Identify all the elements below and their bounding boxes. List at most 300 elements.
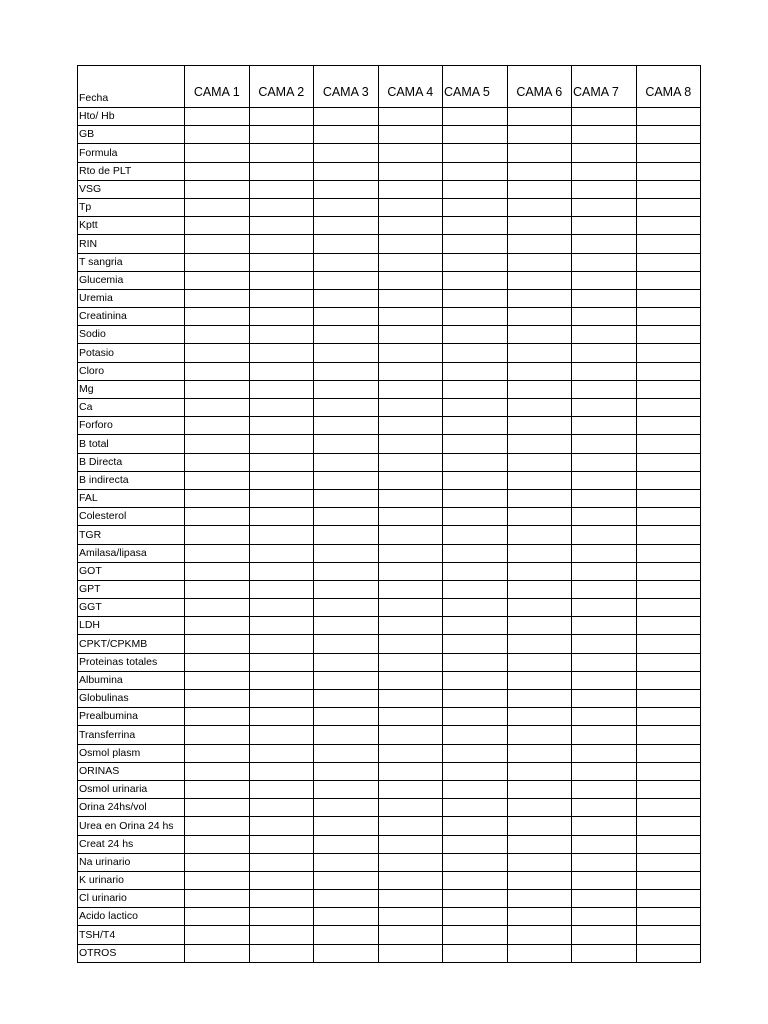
result-cell-bed-7[interactable] (572, 799, 637, 817)
result-cell-bed-4[interactable] (378, 562, 443, 580)
result-cell-bed-3[interactable] (314, 453, 379, 471)
result-cell-bed-3[interactable] (314, 744, 379, 762)
result-cell-bed-6[interactable] (507, 326, 572, 344)
result-cell-bed-1[interactable] (185, 308, 250, 326)
result-cell-bed-8[interactable] (636, 198, 701, 216)
result-cell-bed-5[interactable] (443, 853, 508, 871)
result-cell-bed-3[interactable] (314, 326, 379, 344)
result-cell-bed-6[interactable] (507, 653, 572, 671)
result-cell-bed-4[interactable] (378, 399, 443, 417)
result-cell-bed-4[interactable] (378, 144, 443, 162)
result-cell-bed-2[interactable] (249, 271, 314, 289)
result-cell-bed-5[interactable] (443, 762, 508, 780)
result-cell-bed-8[interactable] (636, 653, 701, 671)
result-cell-bed-6[interactable] (507, 144, 572, 162)
result-cell-bed-4[interactable] (378, 489, 443, 507)
result-cell-bed-5[interactable] (443, 162, 508, 180)
result-cell-bed-2[interactable] (249, 908, 314, 926)
result-cell-bed-2[interactable] (249, 289, 314, 307)
result-cell-bed-7[interactable] (572, 926, 637, 944)
result-cell-bed-8[interactable] (636, 289, 701, 307)
result-cell-bed-7[interactable] (572, 144, 637, 162)
result-cell-bed-3[interactable] (314, 180, 379, 198)
result-cell-bed-3[interactable] (314, 253, 379, 271)
result-cell-bed-1[interactable] (185, 380, 250, 398)
result-cell-bed-4[interactable] (378, 817, 443, 835)
result-cell-bed-7[interactable] (572, 308, 637, 326)
result-cell-bed-3[interactable] (314, 708, 379, 726)
result-cell-bed-1[interactable] (185, 417, 250, 435)
result-cell-bed-4[interactable] (378, 580, 443, 598)
result-cell-bed-8[interactable] (636, 253, 701, 271)
result-cell-bed-3[interactable] (314, 417, 379, 435)
result-cell-bed-7[interactable] (572, 690, 637, 708)
result-cell-bed-1[interactable] (185, 562, 250, 580)
result-cell-bed-8[interactable] (636, 853, 701, 871)
result-cell-bed-8[interactable] (636, 126, 701, 144)
result-cell-bed-4[interactable] (378, 726, 443, 744)
result-cell-bed-4[interactable] (378, 417, 443, 435)
result-cell-bed-8[interactable] (636, 526, 701, 544)
result-cell-bed-3[interactable] (314, 289, 379, 307)
result-cell-bed-8[interactable] (636, 399, 701, 417)
result-cell-bed-5[interactable] (443, 671, 508, 689)
result-cell-bed-2[interactable] (249, 526, 314, 544)
result-cell-bed-3[interactable] (314, 690, 379, 708)
result-cell-bed-6[interactable] (507, 435, 572, 453)
result-cell-bed-8[interactable] (636, 271, 701, 289)
result-cell-bed-7[interactable] (572, 453, 637, 471)
result-cell-bed-7[interactable] (572, 744, 637, 762)
result-cell-bed-4[interactable] (378, 289, 443, 307)
result-cell-bed-1[interactable] (185, 271, 250, 289)
result-cell-bed-4[interactable] (378, 217, 443, 235)
result-cell-bed-8[interactable] (636, 835, 701, 853)
result-cell-bed-8[interactable] (636, 671, 701, 689)
result-cell-bed-7[interactable] (572, 599, 637, 617)
result-cell-bed-4[interactable] (378, 180, 443, 198)
result-cell-bed-7[interactable] (572, 417, 637, 435)
result-cell-bed-7[interactable] (572, 253, 637, 271)
result-cell-bed-6[interactable] (507, 817, 572, 835)
result-cell-bed-5[interactable] (443, 380, 508, 398)
result-cell-bed-3[interactable] (314, 144, 379, 162)
result-cell-bed-6[interactable] (507, 944, 572, 962)
result-cell-bed-2[interactable] (249, 671, 314, 689)
result-cell-bed-1[interactable] (185, 853, 250, 871)
result-cell-bed-1[interactable] (185, 580, 250, 598)
result-cell-bed-4[interactable] (378, 126, 443, 144)
result-cell-bed-8[interactable] (636, 762, 701, 780)
result-cell-bed-1[interactable] (185, 926, 250, 944)
result-cell-bed-7[interactable] (572, 726, 637, 744)
result-cell-bed-8[interactable] (636, 708, 701, 726)
result-cell-bed-3[interactable] (314, 617, 379, 635)
result-cell-bed-1[interactable] (185, 217, 250, 235)
result-cell-bed-7[interactable] (572, 544, 637, 562)
result-cell-bed-8[interactable] (636, 726, 701, 744)
result-cell-bed-5[interactable] (443, 653, 508, 671)
result-cell-bed-4[interactable] (378, 508, 443, 526)
result-cell-bed-6[interactable] (507, 744, 572, 762)
result-cell-bed-4[interactable] (378, 690, 443, 708)
result-cell-bed-3[interactable] (314, 890, 379, 908)
result-cell-bed-2[interactable] (249, 871, 314, 889)
result-cell-bed-2[interactable] (249, 726, 314, 744)
result-cell-bed-7[interactable] (572, 835, 637, 853)
result-cell-bed-1[interactable] (185, 744, 250, 762)
result-cell-bed-2[interactable] (249, 362, 314, 380)
result-cell-bed-5[interactable] (443, 399, 508, 417)
result-cell-bed-3[interactable] (314, 653, 379, 671)
result-cell-bed-1[interactable] (185, 399, 250, 417)
result-cell-bed-8[interactable] (636, 308, 701, 326)
result-cell-bed-7[interactable] (572, 289, 637, 307)
result-cell-bed-2[interactable] (249, 235, 314, 253)
result-cell-bed-6[interactable] (507, 544, 572, 562)
result-cell-bed-1[interactable] (185, 435, 250, 453)
result-cell-bed-1[interactable] (185, 835, 250, 853)
result-cell-bed-1[interactable] (185, 471, 250, 489)
result-cell-bed-3[interactable] (314, 217, 379, 235)
result-cell-bed-3[interactable] (314, 235, 379, 253)
result-cell-bed-1[interactable] (185, 762, 250, 780)
result-cell-bed-7[interactable] (572, 508, 637, 526)
result-cell-bed-4[interactable] (378, 198, 443, 216)
result-cell-bed-7[interactable] (572, 271, 637, 289)
result-cell-bed-3[interactable] (314, 544, 379, 562)
result-cell-bed-8[interactable] (636, 544, 701, 562)
result-cell-bed-8[interactable] (636, 617, 701, 635)
result-cell-bed-7[interactable] (572, 617, 637, 635)
result-cell-bed-7[interactable] (572, 198, 637, 216)
result-cell-bed-4[interactable] (378, 599, 443, 617)
result-cell-bed-8[interactable] (636, 926, 701, 944)
result-cell-bed-7[interactable] (572, 162, 637, 180)
result-cell-bed-4[interactable] (378, 308, 443, 326)
result-cell-bed-7[interactable] (572, 653, 637, 671)
result-cell-bed-4[interactable] (378, 326, 443, 344)
result-cell-bed-2[interactable] (249, 508, 314, 526)
result-cell-bed-1[interactable] (185, 871, 250, 889)
result-cell-bed-2[interactable] (249, 708, 314, 726)
result-cell-bed-1[interactable] (185, 708, 250, 726)
result-cell-bed-8[interactable] (636, 435, 701, 453)
result-cell-bed-6[interactable] (507, 635, 572, 653)
result-cell-bed-4[interactable] (378, 653, 443, 671)
result-cell-bed-4[interactable] (378, 890, 443, 908)
result-cell-bed-6[interactable] (507, 198, 572, 216)
result-cell-bed-6[interactable] (507, 908, 572, 926)
result-cell-bed-6[interactable] (507, 726, 572, 744)
result-cell-bed-7[interactable] (572, 380, 637, 398)
result-cell-bed-8[interactable] (636, 453, 701, 471)
result-cell-bed-5[interactable] (443, 235, 508, 253)
result-cell-bed-5[interactable] (443, 726, 508, 744)
result-cell-bed-6[interactable] (507, 308, 572, 326)
result-cell-bed-2[interactable] (249, 890, 314, 908)
result-cell-bed-3[interactable] (314, 671, 379, 689)
result-cell-bed-4[interactable] (378, 799, 443, 817)
result-cell-bed-6[interactable] (507, 253, 572, 271)
result-cell-bed-5[interactable] (443, 635, 508, 653)
result-cell-bed-8[interactable] (636, 489, 701, 507)
result-cell-bed-6[interactable] (507, 890, 572, 908)
result-cell-bed-8[interactable] (636, 108, 701, 126)
result-cell-bed-6[interactable] (507, 708, 572, 726)
result-cell-bed-5[interactable] (443, 417, 508, 435)
result-cell-bed-2[interactable] (249, 944, 314, 962)
result-cell-bed-8[interactable] (636, 817, 701, 835)
result-cell-bed-1[interactable] (185, 453, 250, 471)
result-cell-bed-4[interactable] (378, 762, 443, 780)
result-cell-bed-6[interactable] (507, 526, 572, 544)
result-cell-bed-8[interactable] (636, 326, 701, 344)
result-cell-bed-6[interactable] (507, 453, 572, 471)
result-cell-bed-2[interactable] (249, 399, 314, 417)
result-cell-bed-1[interactable] (185, 253, 250, 271)
result-cell-bed-8[interactable] (636, 162, 701, 180)
result-cell-bed-6[interactable] (507, 344, 572, 362)
result-cell-bed-8[interactable] (636, 690, 701, 708)
result-cell-bed-7[interactable] (572, 817, 637, 835)
result-cell-bed-4[interactable] (378, 344, 443, 362)
result-cell-bed-4[interactable] (378, 926, 443, 944)
result-cell-bed-2[interactable] (249, 544, 314, 562)
result-cell-bed-8[interactable] (636, 362, 701, 380)
result-cell-bed-2[interactable] (249, 162, 314, 180)
result-cell-bed-2[interactable] (249, 435, 314, 453)
result-cell-bed-6[interactable] (507, 780, 572, 798)
result-cell-bed-8[interactable] (636, 471, 701, 489)
result-cell-bed-3[interactable] (314, 108, 379, 126)
result-cell-bed-1[interactable] (185, 653, 250, 671)
result-cell-bed-6[interactable] (507, 417, 572, 435)
result-cell-bed-6[interactable] (507, 508, 572, 526)
result-cell-bed-4[interactable] (378, 544, 443, 562)
result-cell-bed-2[interactable] (249, 326, 314, 344)
result-cell-bed-5[interactable] (443, 817, 508, 835)
result-cell-bed-1[interactable] (185, 326, 250, 344)
result-cell-bed-3[interactable] (314, 271, 379, 289)
result-cell-bed-6[interactable] (507, 271, 572, 289)
result-cell-bed-4[interactable] (378, 944, 443, 962)
result-cell-bed-6[interactable] (507, 399, 572, 417)
result-cell-bed-8[interactable] (636, 890, 701, 908)
result-cell-bed-3[interactable] (314, 580, 379, 598)
result-cell-bed-4[interactable] (378, 908, 443, 926)
result-cell-bed-8[interactable] (636, 944, 701, 962)
result-cell-bed-1[interactable] (185, 508, 250, 526)
result-cell-bed-5[interactable] (443, 508, 508, 526)
result-cell-bed-8[interactable] (636, 599, 701, 617)
result-cell-bed-5[interactable] (443, 253, 508, 271)
result-cell-bed-2[interactable] (249, 144, 314, 162)
result-cell-bed-8[interactable] (636, 235, 701, 253)
result-cell-bed-4[interactable] (378, 744, 443, 762)
result-cell-bed-3[interactable] (314, 726, 379, 744)
result-cell-bed-8[interactable] (636, 780, 701, 798)
result-cell-bed-3[interactable] (314, 126, 379, 144)
result-cell-bed-2[interactable] (249, 417, 314, 435)
result-cell-bed-5[interactable] (443, 289, 508, 307)
result-cell-bed-8[interactable] (636, 635, 701, 653)
result-cell-bed-6[interactable] (507, 108, 572, 126)
result-cell-bed-2[interactable] (249, 617, 314, 635)
result-cell-bed-6[interactable] (507, 926, 572, 944)
result-cell-bed-6[interactable] (507, 871, 572, 889)
result-cell-bed-2[interactable] (249, 217, 314, 235)
result-cell-bed-4[interactable] (378, 708, 443, 726)
result-cell-bed-2[interactable] (249, 926, 314, 944)
result-cell-bed-4[interactable] (378, 871, 443, 889)
result-cell-bed-5[interactable] (443, 453, 508, 471)
result-cell-bed-3[interactable] (314, 162, 379, 180)
result-cell-bed-1[interactable] (185, 726, 250, 744)
result-cell-bed-2[interactable] (249, 180, 314, 198)
result-cell-bed-2[interactable] (249, 471, 314, 489)
result-cell-bed-7[interactable] (572, 399, 637, 417)
result-cell-bed-2[interactable] (249, 835, 314, 853)
result-cell-bed-5[interactable] (443, 144, 508, 162)
result-cell-bed-5[interactable] (443, 344, 508, 362)
result-cell-bed-7[interactable] (572, 890, 637, 908)
result-cell-bed-6[interactable] (507, 562, 572, 580)
result-cell-bed-1[interactable] (185, 344, 250, 362)
result-cell-bed-1[interactable] (185, 599, 250, 617)
result-cell-bed-6[interactable] (507, 235, 572, 253)
result-cell-bed-7[interactable] (572, 471, 637, 489)
result-cell-bed-5[interactable] (443, 126, 508, 144)
result-cell-bed-1[interactable] (185, 780, 250, 798)
result-cell-bed-2[interactable] (249, 690, 314, 708)
result-cell-bed-1[interactable] (185, 289, 250, 307)
result-cell-bed-5[interactable] (443, 271, 508, 289)
result-cell-bed-4[interactable] (378, 435, 443, 453)
result-cell-bed-5[interactable] (443, 908, 508, 926)
result-cell-bed-2[interactable] (249, 344, 314, 362)
result-cell-bed-7[interactable] (572, 671, 637, 689)
result-cell-bed-1[interactable] (185, 180, 250, 198)
result-cell-bed-2[interactable] (249, 744, 314, 762)
result-cell-bed-2[interactable] (249, 762, 314, 780)
result-cell-bed-5[interactable] (443, 780, 508, 798)
result-cell-bed-3[interactable] (314, 871, 379, 889)
result-cell-bed-3[interactable] (314, 526, 379, 544)
result-cell-bed-2[interactable] (249, 489, 314, 507)
result-cell-bed-7[interactable] (572, 344, 637, 362)
result-cell-bed-4[interactable] (378, 635, 443, 653)
result-cell-bed-7[interactable] (572, 908, 637, 926)
result-cell-bed-8[interactable] (636, 144, 701, 162)
result-cell-bed-1[interactable] (185, 489, 250, 507)
result-cell-bed-4[interactable] (378, 362, 443, 380)
result-cell-bed-8[interactable] (636, 180, 701, 198)
result-cell-bed-2[interactable] (249, 453, 314, 471)
result-cell-bed-2[interactable] (249, 653, 314, 671)
result-cell-bed-2[interactable] (249, 580, 314, 598)
result-cell-bed-3[interactable] (314, 635, 379, 653)
result-cell-bed-3[interactable] (314, 562, 379, 580)
result-cell-bed-3[interactable] (314, 380, 379, 398)
result-cell-bed-3[interactable] (314, 762, 379, 780)
result-cell-bed-3[interactable] (314, 435, 379, 453)
result-cell-bed-2[interactable] (249, 308, 314, 326)
result-cell-bed-2[interactable] (249, 380, 314, 398)
result-cell-bed-5[interactable] (443, 599, 508, 617)
result-cell-bed-4[interactable] (378, 526, 443, 544)
result-cell-bed-7[interactable] (572, 526, 637, 544)
result-cell-bed-5[interactable] (443, 471, 508, 489)
result-cell-bed-4[interactable] (378, 453, 443, 471)
result-cell-bed-6[interactable] (507, 126, 572, 144)
result-cell-bed-1[interactable] (185, 126, 250, 144)
result-cell-bed-3[interactable] (314, 508, 379, 526)
result-cell-bed-5[interactable] (443, 799, 508, 817)
result-cell-bed-8[interactable] (636, 217, 701, 235)
result-cell-bed-5[interactable] (443, 871, 508, 889)
result-cell-bed-3[interactable] (314, 944, 379, 962)
result-cell-bed-5[interactable] (443, 690, 508, 708)
result-cell-bed-4[interactable] (378, 235, 443, 253)
result-cell-bed-2[interactable] (249, 126, 314, 144)
result-cell-bed-7[interactable] (572, 871, 637, 889)
result-cell-bed-3[interactable] (314, 198, 379, 216)
result-cell-bed-1[interactable] (185, 544, 250, 562)
result-cell-bed-5[interactable] (443, 926, 508, 944)
result-cell-bed-5[interactable] (443, 835, 508, 853)
result-cell-bed-7[interactable] (572, 562, 637, 580)
result-cell-bed-3[interactable] (314, 362, 379, 380)
result-cell-bed-1[interactable] (185, 617, 250, 635)
result-cell-bed-5[interactable] (443, 435, 508, 453)
result-cell-bed-1[interactable] (185, 635, 250, 653)
result-cell-bed-8[interactable] (636, 562, 701, 580)
result-cell-bed-1[interactable] (185, 690, 250, 708)
result-cell-bed-7[interactable] (572, 108, 637, 126)
result-cell-bed-6[interactable] (507, 180, 572, 198)
result-cell-bed-5[interactable] (443, 890, 508, 908)
result-cell-bed-4[interactable] (378, 853, 443, 871)
result-cell-bed-6[interactable] (507, 762, 572, 780)
result-cell-bed-7[interactable] (572, 762, 637, 780)
result-cell-bed-8[interactable] (636, 580, 701, 598)
result-cell-bed-3[interactable] (314, 926, 379, 944)
result-cell-bed-6[interactable] (507, 690, 572, 708)
result-cell-bed-7[interactable] (572, 853, 637, 871)
result-cell-bed-6[interactable] (507, 580, 572, 598)
result-cell-bed-5[interactable] (443, 526, 508, 544)
result-cell-bed-5[interactable] (443, 308, 508, 326)
result-cell-bed-6[interactable] (507, 289, 572, 307)
result-cell-bed-6[interactable] (507, 217, 572, 235)
result-cell-bed-3[interactable] (314, 344, 379, 362)
result-cell-bed-4[interactable] (378, 253, 443, 271)
result-cell-bed-6[interactable] (507, 853, 572, 871)
result-cell-bed-5[interactable] (443, 180, 508, 198)
result-cell-bed-8[interactable] (636, 417, 701, 435)
result-cell-bed-3[interactable] (314, 799, 379, 817)
result-cell-bed-7[interactable] (572, 780, 637, 798)
result-cell-bed-5[interactable] (443, 326, 508, 344)
result-cell-bed-4[interactable] (378, 617, 443, 635)
result-cell-bed-7[interactable] (572, 217, 637, 235)
result-cell-bed-3[interactable] (314, 599, 379, 617)
result-cell-bed-2[interactable] (249, 635, 314, 653)
result-cell-bed-7[interactable] (572, 362, 637, 380)
result-cell-bed-5[interactable] (443, 108, 508, 126)
result-cell-bed-5[interactable] (443, 362, 508, 380)
